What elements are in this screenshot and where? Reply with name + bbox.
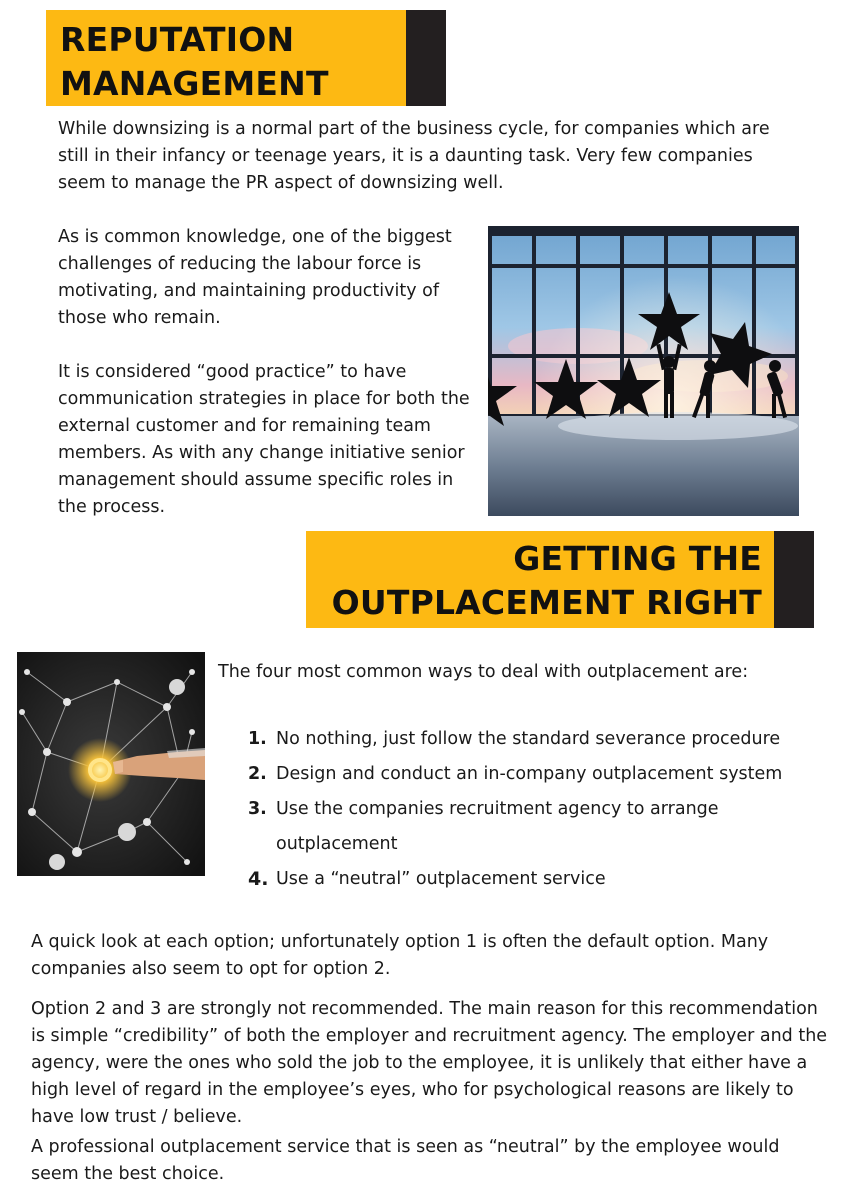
list-item (248, 722, 838, 757)
stars-teamwork-image (488, 226, 799, 516)
paragraph-good-practice: It is considered “good practice” to have communication strategies in place for both the external customer and for remaining team members. As with any change initiative senior management should assume specific roles in the process. (58, 362, 470, 517)
paragraph-common-knowledge: As is common knowledge, one of the biggest challenges of reducing the labour force is motivating, and maintaining productivity of those who remain. (58, 227, 452, 328)
list-item (248, 792, 838, 862)
heading-dark-accent-bar (774, 531, 814, 628)
network-hand-image (17, 652, 205, 876)
heading-line-2: MANAGEMENT (60, 64, 329, 103)
heading-dark-accent-bar (406, 10, 446, 106)
section-heading-reputation-management (46, 10, 446, 106)
paragraph-option-2-3: Option 2 and 3 are strongly not recommended. The main reason for this recommendation is simple “credibility” of both the employer and recruitment agency. The employer and the agency, were the ones who sold the job to the employee, it is unlikely that either have a high level of regard in the employee’s eyes, who for psychological reasons are likely to have low trust / believe. (31, 999, 828, 1127)
paragraph-professional-service: A professional outplacement service that is seen as “neutral” by the employee would seem the best choice. (31, 1137, 780, 1184)
heading-line-2: OUTPLACEMENT RIGHT (331, 583, 762, 622)
list-number: 2. (248, 764, 267, 784)
paragraph-quick-look: A quick look at each option; unfortunately option 1 is often the default option. Many companies also seem to opt for option 2. (31, 932, 769, 979)
list-text: Use a “neutral” outplacement service (276, 869, 606, 889)
list-number: 4. (248, 868, 269, 890)
heading-line-1: GETTING THE (513, 539, 762, 578)
list-number: 1. (248, 729, 267, 749)
list-item (248, 862, 838, 897)
heading-reputation-management (60, 18, 400, 106)
outplacement-options-list (248, 722, 838, 897)
list-number: 3. (248, 799, 267, 819)
list-text: No nothing, just follow the standard severance procedure (276, 729, 781, 749)
list-item (248, 757, 838, 792)
list-text: Use the companies recruitment agency to arrange outplacement (276, 799, 719, 854)
heading-getting-outplacement-right (322, 537, 762, 625)
heading-line-1: REPUTATION (60, 20, 295, 59)
section-heading-getting-outplacement-right (306, 531, 814, 628)
paragraph-intro: While downsizing is a normal part of the business cycle, for companies which are still in their infancy or teenage years, it is a daunting task. Very few companies seem to manage the PR aspect of downsizing well. (58, 119, 770, 193)
paragraph-four-ways: The four most common ways to deal with outplacement are: (218, 662, 749, 682)
list-text: Design and conduct an in-company outplacement system (276, 764, 783, 784)
